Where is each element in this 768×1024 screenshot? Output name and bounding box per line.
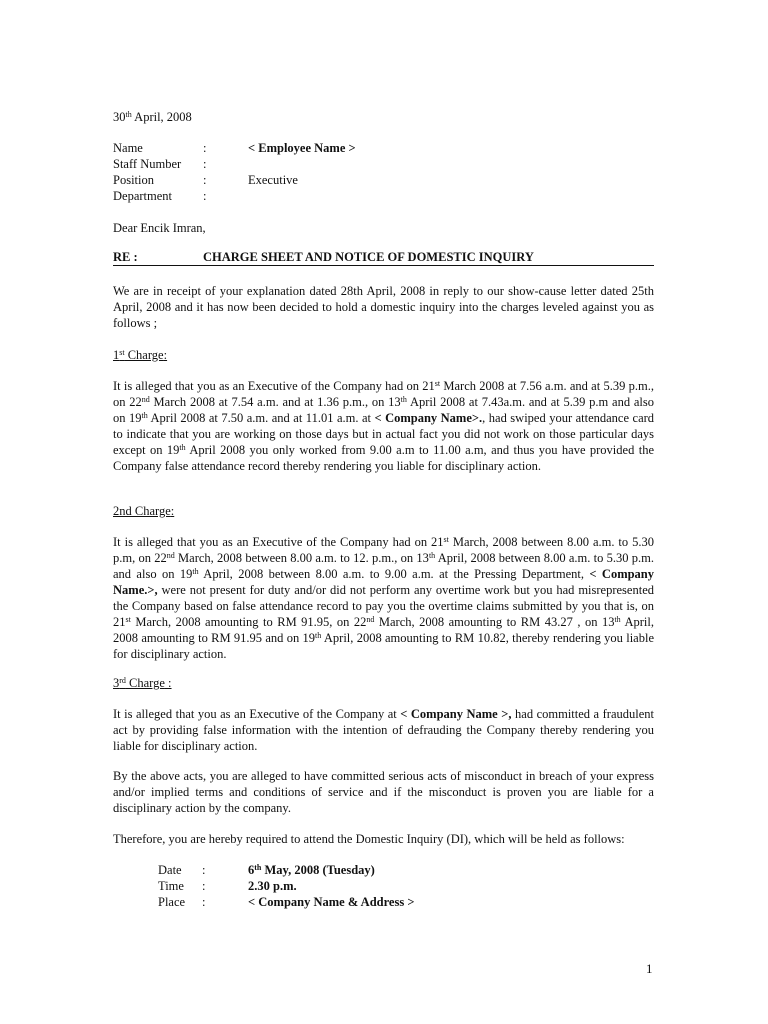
info-row-department (113, 188, 613, 204)
inquiry-date-value: 6th May, 2008 (Tuesday) (248, 863, 375, 877)
employee-info (113, 140, 613, 204)
misconduct-paragraph: By the above acts, you are alleged to have committed serious acts of misconduct in breach of your express and/or implied terms and conditions of service and if the misconduct is proven you are liable for a disciplinary action by the company. (113, 769, 654, 815)
inquiry-details (158, 862, 558, 910)
info-row-position (113, 172, 613, 188)
inquiry-intro: Therefore, you are hereby required to attend the Domestic Inquiry (DI), which will be held as follows: (113, 832, 625, 846)
inquiry-time-value: 2.30 p.m. (248, 879, 297, 893)
company-name-placeholder: < Company Name>. (374, 411, 483, 425)
inquiry-row-time (158, 878, 558, 894)
charge-1-heading: 1st Charge: (113, 348, 168, 362)
info-colon: : (203, 141, 207, 155)
info-row-staff-number (113, 156, 613, 172)
company-name-placeholder: < Company Name.>, (113, 567, 655, 597)
info-label: Department (113, 189, 173, 203)
inquiry-row-place (158, 894, 558, 910)
company-name-placeholder: < Company Name >, (400, 707, 512, 721)
charge-3-heading: 3rd Charge : (113, 676, 172, 690)
info-label: Staff Number (113, 157, 182, 171)
page-number: 1 (646, 961, 653, 976)
charge-1-paragraph: It is alleged that you as an Executive of the Company had on 21st March 2008 at 7.56 a.m. and at 5.39 p.m., on 22nd March 2008 at 7.54 a.m. and at 1.36 p.m., on 13th April 2008 at 7.43a.m. and at 5.39 p.m and also on 19th April 2008 at 7.50 a.m. and at 11.01 a.m. at < Company Name>., had swiped your attendance card to indicate that you are working on those days but in actual fact you did not work on those particular days except on 19th April 2008 you only worked from 9.00 a.m to 11.00 a.m, and thus you have provided the Company false attendance record thereby rendering you liable for disciplinary action. (113, 379, 655, 473)
charge-3-paragraph: It is alleged that you as an Executive of the Company at < Company Name >, had committed a fraudulent act by providing false information with the intention of defrauding the Company thereby rendering you liable for disciplinary action. (113, 707, 654, 753)
inquiry-place-value: < Company Name & Address > (248, 895, 415, 909)
charge-2-heading: 2nd Charge: (113, 504, 175, 518)
inquiry-colon: : (202, 895, 206, 909)
re-label: RE : (113, 250, 138, 264)
inquiry-label: Time (158, 879, 184, 893)
inquiry-label: Date (158, 863, 182, 877)
info-colon: : (203, 157, 207, 171)
info-label: Name (113, 141, 143, 155)
inquiry-row-date (158, 862, 558, 878)
info-colon: : (203, 173, 207, 187)
inquiry-colon: : (202, 879, 206, 893)
inquiry-label: Place (158, 895, 186, 909)
charge-2-paragraph: It is alleged that you as an Executive of the Company had on 21st March, 2008 between 8.00 a.m. to 5.30 p.m, on 22nd March, 2008 between 8.00 a.m. to 12. p.m., on 13th April, 2008 between 8.00 a.m. to 5.30 p.m. and also on 19th April, 2008 between 8.00 a.m. to 9.00 a.m. at the Pressing Department, < Company Name.>, were not present for duty and/or did not perform any overtime work but you had misrepresented the Company based on false attendance record to pay you the overtime claims submitted by you that is, on 21st March, 2008 amounting to RM 91.95, on 22nd March, 2008 amounting to RM 43.27 , on 13th April, 2008 amounting to RM 91.95 and on 19th April, 2008 amounting to RM 10.82, thereby rendering you liable for disciplinary action. (113, 535, 655, 661)
employee-name-value: < Employee Name > (248, 141, 356, 155)
subject-line (113, 249, 654, 266)
letter-date: 30th April, 2008 (113, 110, 192, 124)
info-row-name (113, 140, 613, 156)
info-label: Position (113, 173, 154, 187)
salutation: Dear Encik Imran, (113, 221, 206, 235)
inquiry-colon: : (202, 863, 206, 877)
position-value: Executive (248, 173, 298, 187)
subject-title: CHARGE SHEET AND NOTICE OF DOMESTIC INQUIRY (203, 250, 534, 264)
info-colon: : (203, 189, 207, 203)
intro-paragraph: We are in receipt of your explanation dated 28th April, 2008 in reply to our show-cause letter dated 25th April, 2008 and it has now been decided to hold a domestic inquiry into the charges leveled against you as follows ; (113, 284, 654, 330)
